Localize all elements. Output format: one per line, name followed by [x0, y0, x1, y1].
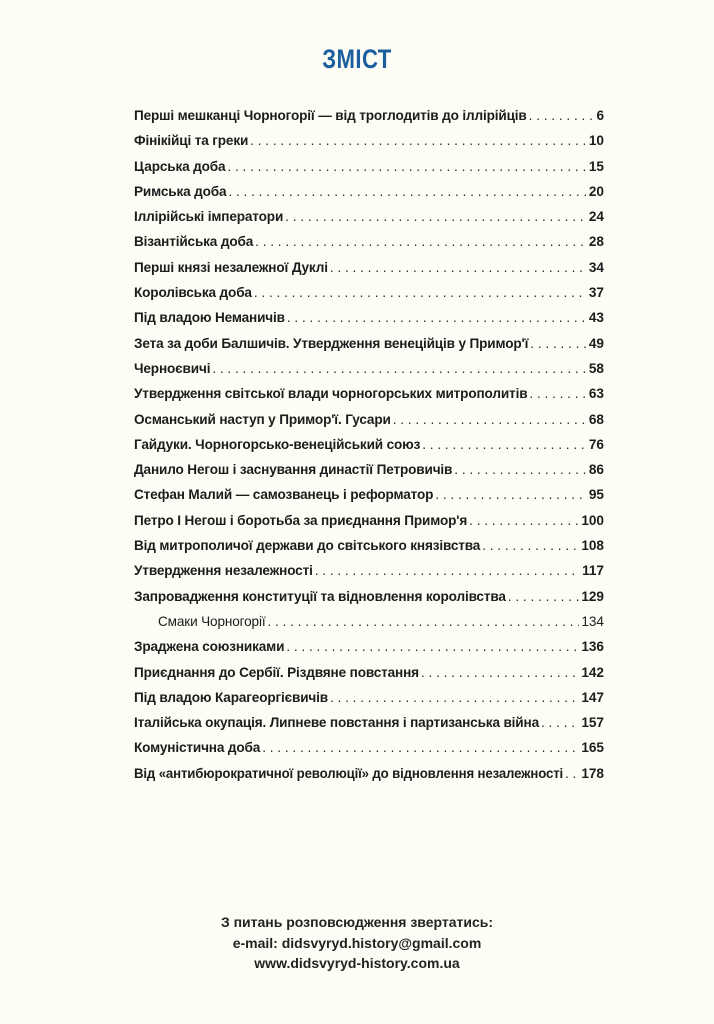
- toc-entry[interactable]: [134, 331, 604, 356]
- toc-entry-title: Утвердження світської влади чорногорських митрополитів: [134, 386, 528, 402]
- toc-entry[interactable]: [134, 255, 604, 280]
- toc-entry-page-number: 6: [596, 108, 604, 123]
- toc-entry[interactable]: [134, 710, 604, 735]
- dot-leader: [422, 432, 587, 457]
- toc-entry-title: Гайдуки. Чорногорсько-венеційський союз: [134, 436, 421, 452]
- dot-leader: [262, 735, 579, 760]
- toc-entry[interactable]: [134, 356, 604, 381]
- dot-leader: [421, 660, 579, 685]
- toc-entry-title: Данило Негош і заснування династії Петровичів: [134, 462, 453, 478]
- toc-entry[interactable]: [134, 204, 604, 229]
- toc-entry[interactable]: [134, 154, 604, 179]
- dot-leader: [330, 685, 579, 710]
- toc-entry-title: Царська доба: [134, 158, 226, 174]
- dot-leader: [255, 229, 587, 254]
- toc-entry-page-number: 43: [588, 310, 604, 326]
- toc-entry-page-number: 86: [588, 462, 604, 478]
- toc-entry-title: Під владою Неманичів: [134, 310, 285, 326]
- toc-entry-page-number: 178: [581, 765, 604, 781]
- dot-leader: [469, 508, 579, 533]
- toc-entry-page-number: 136: [581, 639, 604, 655]
- dot-leader: [286, 634, 579, 659]
- toc-entry[interactable]: [134, 584, 604, 609]
- toc-entry[interactable]: [134, 609, 604, 634]
- toc-entry[interactable]: [134, 685, 604, 710]
- toc-entry-page-number: 63: [588, 386, 604, 402]
- toc-entry-title: Перші князі незалежної Дуклі: [134, 259, 328, 275]
- toc-entry-page-number: 147: [581, 689, 604, 705]
- toc-entry-title: Комуністична доба: [134, 740, 261, 756]
- toc-entry[interactable]: [134, 761, 604, 786]
- toc-entry[interactable]: [134, 179, 604, 204]
- toc-entry-page-number: 76: [588, 436, 604, 452]
- toc-entry-page-number: 165: [581, 740, 604, 756]
- toc-entry-page-number: 58: [588, 360, 604, 376]
- toc-entry-title: Римська доба: [134, 183, 227, 199]
- page-title: ЗМІСТ: [322, 44, 392, 74]
- toc-entry-title: Візантійська доба: [134, 234, 254, 250]
- toc-entry-title: Від «антибюрократичної революції» до відновлення незалежності: [134, 765, 564, 781]
- toc-entry-page-number: 100: [581, 512, 604, 528]
- dot-leader: [541, 710, 579, 735]
- toc-entry[interactable]: [134, 381, 604, 406]
- toc-entry-title: Приєднання до Сербії. Різдвяне повстання: [134, 664, 419, 680]
- toc-entry-title: Османський наступ у Примор'ї. Гусари: [134, 411, 391, 427]
- toc-entry-title: Зраджена союзниками: [134, 639, 285, 655]
- toc-entry-title: Черноєвичі: [134, 360, 211, 376]
- dot-leader: [454, 457, 587, 482]
- toc-entry-page-number: 108: [581, 538, 604, 554]
- dot-leader: [315, 558, 580, 583]
- toc-entry-title: Іллірійські імператори: [134, 209, 284, 225]
- toc-entry[interactable]: [134, 508, 604, 533]
- distribution-contact: [0, 912, 714, 974]
- toc-entry-title: Королівська доба: [134, 285, 252, 301]
- toc-entry[interactable]: [134, 229, 604, 254]
- toc-entry[interactable]: [134, 660, 604, 685]
- toc-entry[interactable]: [134, 482, 604, 507]
- dot-leader: [529, 381, 586, 406]
- toc-entry-page-number: 10: [588, 133, 604, 149]
- toc-entry-title: Італійська окупація. Липневе повстання і партизанська війна: [134, 715, 539, 731]
- toc-entry[interactable]: [134, 735, 604, 760]
- dot-leader: [228, 179, 586, 204]
- toc-entry-page-number: 117: [582, 563, 604, 579]
- dot-leader: [250, 128, 587, 153]
- dot-leader: [529, 103, 595, 128]
- toc-entry[interactable]: [134, 128, 604, 153]
- toc-entry[interactable]: [134, 457, 604, 482]
- dot-leader: [530, 331, 587, 356]
- dot-leader: [508, 584, 580, 609]
- toc-entry[interactable]: [134, 634, 604, 659]
- dot-leader: [254, 280, 587, 305]
- dot-leader: [330, 255, 587, 280]
- toc-entry-page-number: 37: [588, 285, 604, 301]
- toc-entry[interactable]: [134, 305, 604, 330]
- toc-entry-page-number: 134: [581, 613, 604, 629]
- toc-entry[interactable]: [134, 558, 604, 583]
- toc-entry[interactable]: [134, 103, 604, 128]
- toc-entry-title: Від митрополичої держави до світського князівства: [134, 538, 481, 554]
- contact-website[interactable]: www.didsvyryd-history.com.ua: [254, 955, 460, 971]
- toc-entry[interactable]: [134, 407, 604, 432]
- dot-leader: [212, 356, 587, 381]
- dot-leader: [227, 154, 586, 179]
- dot-leader: [435, 482, 587, 507]
- toc-entry-title: Перші мешканці Чорногорії — від троглодитів до іллірійців: [134, 108, 527, 123]
- toc-entry-title: Утвердження незалежності: [134, 563, 313, 579]
- toc-entry[interactable]: [134, 280, 604, 305]
- toc-entry-page-number: 129: [581, 588, 604, 604]
- toc-entry-page-number: 142: [581, 664, 604, 680]
- toc-entry-title: Зета за доби Балшичів. Утвердження венеційців у Примор'ї: [134, 335, 529, 351]
- table-of-contents: [134, 103, 604, 786]
- toc-entry-page-number: 49: [588, 335, 604, 351]
- dot-leader: [287, 305, 587, 330]
- toc-entry-page-number: 24: [588, 209, 604, 225]
- toc-entry[interactable]: [134, 432, 604, 457]
- toc-entry-title: Запровадження конституції та відновлення королівства: [134, 588, 506, 604]
- dot-leader: [285, 204, 587, 229]
- toc-entry-page-number: 28: [588, 234, 604, 250]
- dot-leader: [482, 533, 579, 558]
- dot-leader: [565, 761, 579, 786]
- contact-heading: З питань розповсюдження звертатись:: [220, 914, 494, 930]
- toc-entry-page-number: 95: [588, 487, 604, 503]
- toc-entry-page-number: 20: [588, 183, 604, 199]
- dot-leader: [393, 407, 587, 432]
- toc-entry-page-number: 34: [588, 259, 604, 275]
- contact-email[interactable]: e-mail: didsvyryd.history@gmail.com: [232, 934, 482, 951]
- toc-entry[interactable]: [134, 533, 604, 558]
- toc-entry-page-number: 68: [588, 411, 604, 427]
- toc-entry-page-number: 157: [581, 715, 604, 731]
- dot-leader: [267, 609, 579, 634]
- toc-entry-title: Фінікійці та греки: [134, 133, 249, 149]
- toc-entry-title: Стефан Малий — самозванець і реформатор: [134, 487, 434, 503]
- toc-entry-title: Смаки Чорногорії: [158, 613, 266, 629]
- toc-entry-title: Петро I Негош і боротьба за приєднання Примор'я: [134, 512, 468, 528]
- toc-entry-page-number: 15: [588, 158, 604, 174]
- toc-entry-title: Під владою Карагеоргієвичів: [134, 689, 328, 705]
